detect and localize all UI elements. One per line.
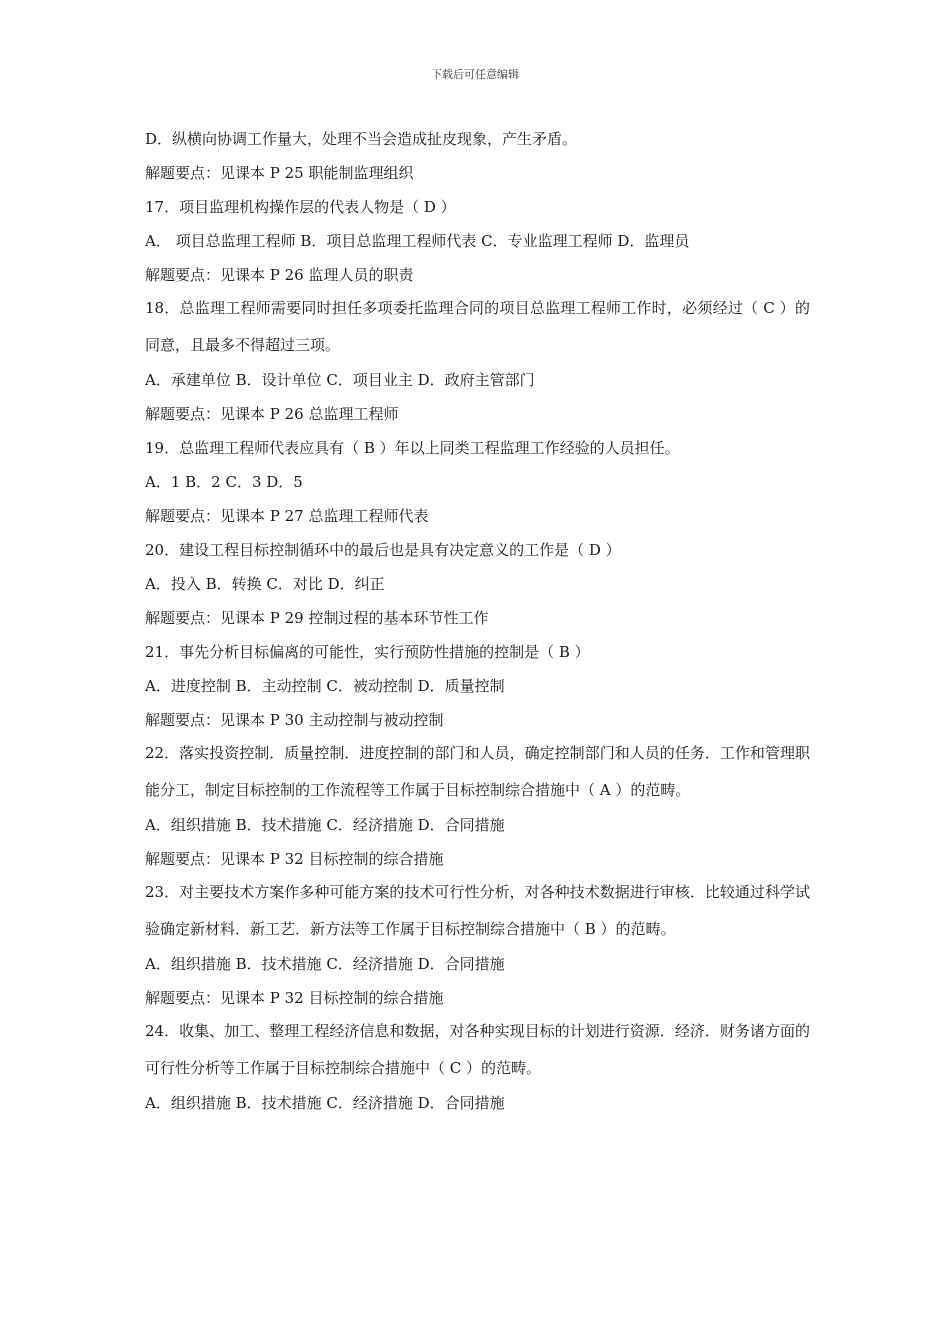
- text-line: 解题要点：见课本 P 26 总监理工程师: [145, 405, 399, 423]
- text-line: A．承建单位 B．设计单位 C．项目业主 D．政府主管部门: [145, 371, 535, 389]
- text-line: A． 项目总监理工程师 B．项目总监理工程师代表 C．专业监理工程师 D．监理员: [145, 232, 690, 250]
- page-header: 下载后可任意编辑: [431, 68, 519, 81]
- text-line: A．组织措施 B．技术措施 C．经济措施 D．合同措施: [145, 1094, 505, 1112]
- text-line: 23．对主要技术方案作多种可能方案的技术可行性分析，对各种技术数据进行审核．比较通过科学试验确定新材料．新工艺．新方法等工作属于目标控制综合措施中（ B ）的范畴。: [145, 883, 810, 938]
- text-line: 解题要点：见课本 P 32 目标控制的综合措施: [145, 989, 444, 1007]
- text-line: 17．项目监理机构操作层的代表人物是（ D ）: [145, 198, 456, 216]
- text-line: 解题要点：见课本 P 27 总监理工程师代表: [145, 507, 429, 525]
- text-line: D．纵横向协调工作量大，处理不当会造成扯皮现象，产生矛盾。: [145, 130, 578, 148]
- document-body: [145, 122, 810, 1120]
- text-line: 18．总监理工程师需要同时担任多项委托监理合同的项目总监理工程师工作时，必须经过（ C ）的同意，且最多不得超过三项。: [145, 299, 810, 354]
- text-line: 19．总监理工程师代表应具有（ B ）年以上同类工程监理工作经验的人员担任。: [145, 439, 680, 457]
- text-line: A．进度控制 B．主动控制 C．被动控制 D．质量控制: [145, 677, 505, 695]
- text-line: 解题要点：见课本 P 26 监理人员的职责: [145, 266, 414, 284]
- text-line: 24．收集、加工、整理工程经济信息和数据，对各种实现目标的计划进行资源．经济．财务诸方面的可行性分析等工作属于目标控制综合措施中（ C ）的范畴。: [145, 1022, 810, 1077]
- text-line: A．1 B．2 C．3 D．5: [145, 473, 303, 491]
- text-line: A．组织措施 B．技术措施 C．经济措施 D．合同措施: [145, 955, 505, 973]
- text-line: 解题要点：见课本 P 32 目标控制的综合措施: [145, 850, 444, 868]
- text-line: 解题要点：见课本 P 29 控制过程的基本环节性工作: [145, 609, 489, 627]
- text-line: 22．落实投资控制．质量控制．进度控制的部门和人员，确定控制部门和人员的任务．工作和管理职能分工，制定目标控制的工作流程等工作属于目标控制综合措施中（ A ）的范畴。: [145, 744, 810, 799]
- text-line: 21．事先分析目标偏离的可能性，实行预防性措施的控制是（ B ）: [145, 643, 590, 661]
- text-line: 解题要点：见课本 P 30 主动控制与被动控制: [145, 711, 444, 729]
- text-line: A．投入 B．转换 C．对比 D．纠正: [145, 575, 385, 593]
- text-line: 20．建设工程目标控制循环中的最后也是具有决定意义的工作是（ D ）: [145, 541, 621, 559]
- text-line: 解题要点：见课本 P 25 职能制监理组织: [145, 164, 414, 182]
- text-line: A．组织措施 B．技术措施 C．经济措施 D．合同措施: [145, 816, 505, 834]
